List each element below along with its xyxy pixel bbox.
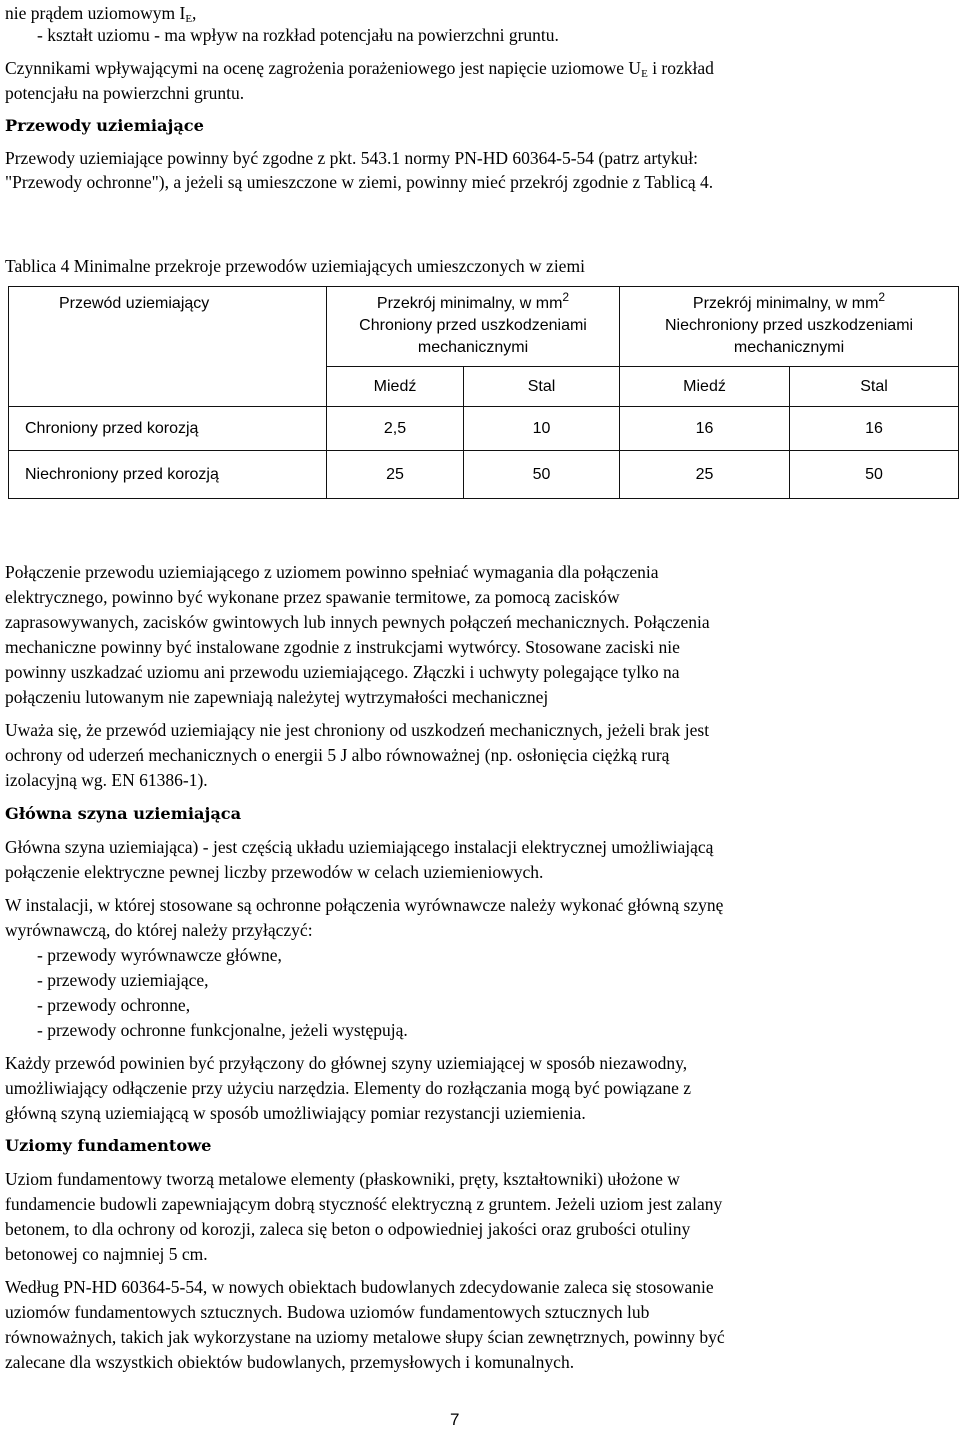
page-number: 7 bbox=[450, 1410, 460, 1429]
table-cell: 25 bbox=[327, 451, 464, 499]
text-line: równoważnych, takich jak wykorzystane na uziomy metalowe słupy ścian zewnętrznych, powinny być bbox=[5, 1327, 725, 1347]
table-cell: 16 bbox=[790, 407, 959, 451]
text-line: Uziom fundamentowy tworzą metalowe elementy (płaskowniki, pręty, kształtowniki) ułożone w bbox=[5, 1169, 680, 1189]
table-row bbox=[9, 407, 959, 451]
text-line: Każdy przewód powinien być przyłączony do głównej szyny uziemiającej w sposób niezawodny, bbox=[5, 1053, 688, 1073]
text-line: Czynnikami wpływającymi na ocenę zagrożenia porażeniowego jest napięcie uziomowe $U_E$ i rozkład bbox=[5, 58, 714, 80]
table-row bbox=[9, 451, 959, 499]
text-line: W instalacji, w której stosowane są ochronne połączenia wyrównawcze należy wykonać główną szynę bbox=[5, 895, 724, 915]
text-line: wyrównawczą, do której należy przyłączyć: bbox=[5, 920, 313, 940]
table-cell: 2,5 bbox=[327, 407, 464, 451]
list-item: - przewody uziemiające, bbox=[37, 970, 209, 990]
text-line: betonowej co najmniej 5 cm. bbox=[5, 1244, 208, 1264]
table-subheader: Miedź bbox=[327, 367, 464, 407]
text-line: izolacyjną wg. EN 61386-1). bbox=[5, 770, 208, 790]
table-header-protected: Przekrój minimalny, w $mm^2$ Chroniony przed uszkodzeniami mechanicznymi bbox=[327, 287, 620, 367]
table-cell: 50 bbox=[464, 451, 620, 499]
cross-section-table bbox=[8, 286, 959, 499]
text-line: Przewody uziemiające powinny być zgodne z pkt. 543.1 normy PN-HD 60364-5-54 (patrz artykuł: bbox=[5, 148, 699, 168]
list-item: - przewody ochronne, bbox=[37, 995, 191, 1015]
text-line: połączenie elektryczne pewnej liczby przewodów w celach uziemieniowych. bbox=[5, 862, 544, 882]
table-row-label: Niechroniony przed korozją bbox=[9, 451, 327, 499]
text-line: betonem, to dla ochrony od korozji, zaleca się beton o odpowiedniej jakości oraz grubości otuliny bbox=[5, 1219, 691, 1239]
text-line: nie prądem uziomowym $I_E$, bbox=[5, 3, 197, 25]
text-line: Uważa się, że przewód uziemiający nie jest chroniony od uszkodzeń mechanicznych, jeżeli brak jest bbox=[5, 720, 710, 740]
text-line: Połączenie przewodu uziemiającego z uziomem powinno spełniać wymagania dla połączenia bbox=[5, 562, 659, 582]
table-header-conductor: Przewód uziemiający bbox=[9, 287, 327, 407]
list-item: - przewody wyrównawcze główne, bbox=[37, 945, 282, 965]
text-line: zalecane dla wszystkich obiektów budowlanych, przemysłowych i komunalnych. bbox=[5, 1352, 575, 1372]
text-line: potencjału na powierzchni gruntu. bbox=[5, 83, 245, 103]
table-subheader: Stal bbox=[790, 367, 959, 407]
section-heading: Przewody uziemiające bbox=[5, 116, 204, 135]
table-subheader: Miedź bbox=[620, 367, 790, 407]
text-line: uziomów fundamentowych sztucznych. Budowa uziomów fundamentowych sztucznych lub bbox=[5, 1302, 650, 1322]
table-row-label: Chroniony przed korozją bbox=[9, 407, 327, 451]
table-subheader: Stal bbox=[464, 367, 620, 407]
text-line: elektrycznego, powinno być wykonane przez spawanie termitowe, za pomocą zacisków bbox=[5, 587, 620, 607]
text-line: "Przewody ochronne"), a jeżeli są umieszczone w ziemi, powinny mieć przekrój zgodnie z Tablicą 4. bbox=[5, 172, 714, 192]
table-cell: 50 bbox=[790, 451, 959, 499]
text-line: mechaniczne powinny być instalowane zgodnie z instrukcjami wytwórcy. Stosowane zaciski nie bbox=[5, 637, 680, 657]
list-item: - przewody ochronne funkcjonalne, jeżeli występują. bbox=[37, 1020, 408, 1040]
text-line: połączeniu lutowanym nie zapewniają należytej wytrzymałości mechanicznej bbox=[5, 687, 549, 707]
table-header-unprotected: Przekrój minimalny, w $mm^2$ Niechroniony przed uszkodzeniami mechanicznymi bbox=[620, 287, 959, 367]
table-cell: 10 bbox=[464, 407, 620, 451]
text-line: ochrony od uderzeń mechanicznych o energii 5 J albo równoważnej (np. osłonięcia ciężką rurą bbox=[5, 745, 670, 765]
section-heading: Główna szyna uziemiająca bbox=[5, 804, 242, 823]
text-line: powinny uszkadzać uziomu ani przewodu uziemiającego. Złączki i uchwyty polegające tylko na bbox=[5, 662, 680, 682]
text-line: umożliwiający odłączenie przy użyciu narzędzia. Elementy do rozłączania mogą być powiązane z bbox=[5, 1078, 692, 1098]
text-line: Główna szyna uziemiająca) - jest częścią układu uziemiającego instalacji elektrycznej umożliwiającą bbox=[5, 837, 714, 857]
text-line: zaprasowywanych, zacisków gwintowych lub innych pewnych połączeń mechanicznych. Połączenia bbox=[5, 612, 710, 632]
table-cell: 16 bbox=[620, 407, 790, 451]
list-item: - kształt uziomu - ma wpływ na rozkład potencjału na powierzchni gruntu. bbox=[37, 25, 559, 45]
table-cell: 25 bbox=[620, 451, 790, 499]
text-line: fundamencie budowli zapewniającym dobrą styczność elektryczną z gruntem. Jeżeli uziom jest zalany bbox=[5, 1194, 723, 1214]
section-heading: Uziomy fundamentowe bbox=[5, 1136, 212, 1155]
text-line: Według PN-HD 60364-5-54, w nowych obiektach budowlanych zdecydowanie zaleca się stosowanie bbox=[5, 1277, 714, 1297]
table-caption: Tablica 4 Minimalne przekroje przewodów uziemiających umieszczonych w ziemi bbox=[5, 256, 585, 276]
text-line: główną szyną uziemiającą w sposób umożliwiający pomiar rezystancji uziemienia. bbox=[5, 1103, 586, 1123]
